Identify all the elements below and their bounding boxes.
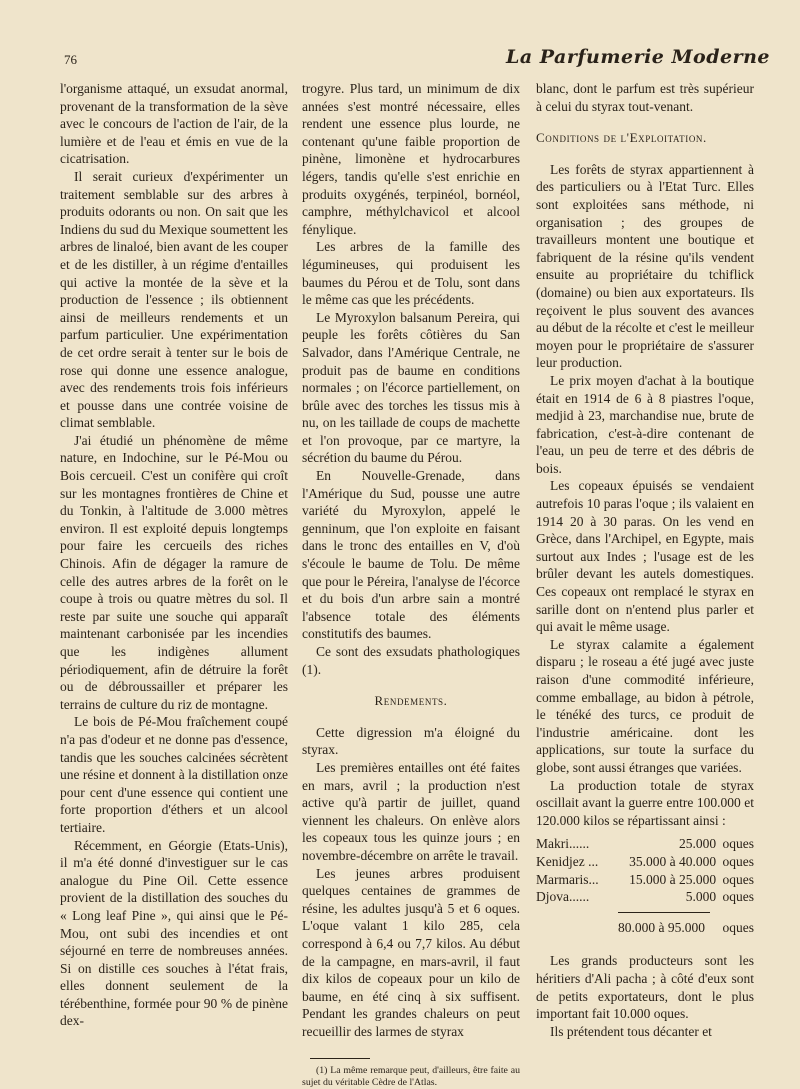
total-row — [536, 919, 754, 937]
paragraph: Les premières entailles ont été faites en mars, avril ; la production n'est active qu'à partir de juillet, quand viennent les chaleurs. On enlève alors les copeaux tous les quinze jours ; en novembre-décembre on arrête le travail. — [302, 759, 520, 863]
paragraph: Ils prétendent tous décanter et — [550, 1023, 712, 1039]
column-1 — [60, 80, 288, 1030]
paragraph: l'organisme attaqué, un exsudat anormal, provenant de la transformation de la sève avec le concours de l'action de l'air, de la lumière et de l'eau et émis en vue de la cicatrisation. — [60, 81, 288, 167]
table-cell-unit: oques — [722, 871, 754, 887]
table-row — [536, 888, 754, 906]
paragraph: J'ai étudié un phénomène de même nature, en Indochine, sur le Pé-Mou ou Bois cercueil. C'est un conifère qui croît sur les montagnes frontières de Chine et du Tonkin, à l'altitude de 3.000 mètres environ. Il est exploité depuis longtemps pour faire les cercueils des riches Chinois. Afin de dégager la ramure de celle des autres arbres de la forêt on le coupe à trois ou quatre mètres du sol. Il reste par suite une souche qui apparaît maintenant carbonisée par les incendies que les indigènes allument périodiquement, afin de détruire la forêt ou de débroussailler et préparer les terrains de culture du riz de montagne. — [60, 432, 288, 712]
page-number: 76 — [64, 52, 77, 67]
paragraph: Le bois de Pé-Mou fraîchement coupé n'a pas d'odeur et ne donne pas d'essence, tandis que les souches calcinées sécrètent une résine et donnent à la distillation onze pour cent d'une essence qui contient une forte proportion d'éthers et un alcool tertiaire. — [60, 714, 288, 835]
paragraph: Il serait curieux d'expérimenter un traitement semblable sur des arbres à produits odorants ou non. On sait que les Indiens du sud du Mexique soumettent les arbres de linaloé, bien avant de les couper et de les distiller, à un régime d'entailles qui active la montée de la sève et la production de l'essence ; ils obtiennent ainsi de meilleurs rendements et un parfum particulier. Une expérimentation de cet ordre serait à tenter sur le bois de rose qui donne une essence analogue, avec des rendements trois fois inférieurs et pousse dans une contrée voisine de climat semblable. — [60, 168, 288, 431]
table-cell-unit: oques — [722, 853, 754, 869]
footnote: (1) La même remarque peut, d'ailleurs, être faite au sujet du véritable Cèdre de l'Atlas. — [302, 1065, 520, 1089]
total-amount: 80.000 à 95.000 — [618, 919, 705, 935]
table-row — [536, 835, 754, 853]
column-2 — [302, 80, 520, 1089]
table-cell-unit: oques — [722, 889, 754, 905]
table-cell-amount: 25.000 — [678, 836, 717, 852]
paragraph: Le styrax calamite a également disparu ; le roseau a été jugé avec juste raison d'une commodité inférieure, comme emballage, au bidon à pétrole, le ténéké des turcs, ce produit de l'industrie américaine. dont les applications, sur toute la surface du globe, sont aussi étranges que variées. — [536, 636, 754, 775]
paragraph: trogyre. Plus tard, un minimum de dix années s'est montré nécessaire, elles rendent une essence plus lourde, ne contenant qu'une faible proportion de pinène, limonène et hydrocarbures légers, tandis qu'elle s'est enrichie en produits oxygénés, terpinéol, bornéol, camphre, méthylchavicol et alcool fénylique. — [302, 81, 520, 237]
paragraph: Les jeunes arbres produisent quelques centaines de grammes de résine, les adultes jusqu'à 5 et 6 oques. L'oque valant 1 kilo 285, cela correspond à 6,4 ou 7,7 kilos. Au début de la campagne, en mars-avril, il faut dix kilos de copeaux pour un kilo de baume, en été cinq à six suffisent. Pendant les grandes chaleurs on peut recueillir des larmes de styrax — [302, 865, 520, 1039]
total-divider — [618, 912, 710, 913]
section-heading-rendements: Rendements. — [374, 693, 448, 709]
paragraph: En Nouvelle-Grenade, dans l'Amérique du Sud, pousse une autre variété du Myroxylon, appelé le genninum, que l'on exploite en faisant dans le tronc des entailles en V, d'où s'écoule le baume de Tolu. De même que pour le Péreira, l'analyse de l'écorce et du bois d'un arbre sain a montré l'absence totale des éléments constitutifs des baumes. — [302, 468, 520, 642]
journal-masthead: La Parfumerie Moderne — [506, 46, 770, 68]
total-unit: oques — [722, 919, 754, 935]
paragraph: Le Myroxylon balsanum Pereira, qui peuple les forêts côtières du San Salvador, dans l'Amérique Centrale, ne produit pas de baume en conditions normales ; on l'écorce partiellement, on brûle avec des torches les tissus mis à nu, on les taillade de coups de machette et l'on provoque, par ce martyre, la sécrétion du baume du Pérou. — [302, 309, 520, 466]
table-cell-amount: 5.000 — [685, 889, 717, 905]
paragraph: Ce sont des exsudats phathologiques (1). — [302, 644, 520, 677]
table-row — [536, 853, 754, 871]
paragraph: blanc, dont le parfum est très supérieur à celui du styrax tout-venant. — [536, 81, 754, 114]
table-cell-unit: oques — [722, 836, 754, 852]
paragraph: La production totale de styrax oscillait avant la guerre entre 100.000 et 120.000 kilos se répartissant ainsi : — [536, 777, 754, 828]
table-cell-place: Marmaris... — [536, 871, 599, 887]
paragraph: Cette digression m'a éloigné du styrax. — [302, 724, 520, 758]
column-3 — [536, 80, 754, 1040]
table-cell-place: Kenidjez ... — [536, 853, 599, 869]
footnote-divider — [310, 1058, 370, 1059]
table-cell-amount: 15.000 à 25.000 — [629, 871, 717, 887]
table-row — [536, 871, 754, 889]
paragraph: Les forêts de styrax appartiennent à des particuliers ou à l'Etat Turc. Elles sont exploitées sans méthode, ni organisation ; des groupes de travailleurs montent une boutique et fabriquent de la résine qu'ils vendent ensuite au propriétaire du tchiflick (domaine) ou bien aux exportateurs. Ils reçoivent le plus souvent des avances au début de la récolte et c'est le meilleur moyen pour le propriétaire de s'assurer leur production. — [536, 161, 754, 371]
paragraph: Les grands producteurs sont les héritiers d'Ali pacha ; à côté d'eux sont de petits exportateurs, dont le plus important fait 10.000 oques. — [536, 953, 754, 1022]
production-table — [536, 835, 754, 905]
section-heading-conditions: Conditions de l'Exploitation. — [536, 130, 707, 146]
paragraph: Le prix moyen d'achat à la boutique était en 1914 de 6 à 8 piastres l'oque, medjid à 23, marchandise nue, brute de fabrication, c'est-à-dire contenant de l'eau, un peu de terre et des débris de bois. — [536, 372, 754, 476]
paragraph: Récemment, en Géorgie (Etats-Unis), il m'a été donné d'investiguer sur le cas analogue du Pine Oil. Cette essence provient de la distillation des souches du « Long leaf Pine », qui ainsi que le Pé-Mou, ont subi des incendies et ont séjourné en terre de nombreuses années. Si on distille ces souches à l'état frais, elles donnent seulement de la térébenthine, formée pour 90 % de pinène dex- — [60, 837, 288, 1029]
table-cell-place: Makri...... — [536, 836, 590, 852]
table-cell-place: Djova...... — [536, 889, 590, 905]
table-cell-amount: 35.000 à 40.000 — [629, 853, 717, 869]
paragraph: Les copeaux épuisés se vendaient autrefois 10 paras l'oque ; ils valaient en 1914 20 à 30 paras. On les vend en Grèce, dans l'Archipel, en Egypte, mais surtout aux Indes ; l'usage est de les brûler devant les autels domestiques. Ces copeaux ont remplacé le styrax en sarille dont on n'entend plus parler et qui avait le même usage. — [536, 478, 754, 635]
paragraph: Les arbres de la famille des légumineuses, qui produisent les baumes du Pérou et de Tolu, sont dans le même cas que les précédents. — [302, 239, 520, 308]
